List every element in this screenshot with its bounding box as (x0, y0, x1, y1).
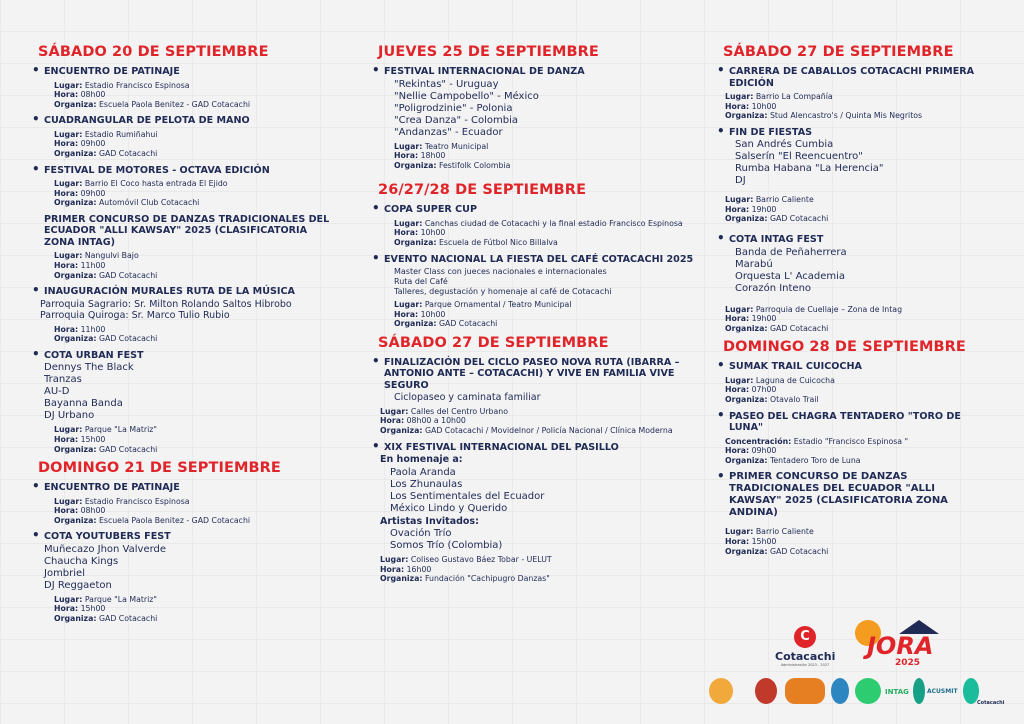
event-details: Lugar: Estadio Francisco Espinosa Hora: 08h00 Organiza: Escuela Paola Benitez - GAD Cotacachi (54, 496, 251, 525)
event-details: Lugar: Coliseo Gustavo Báez Tobar - UELUT Hora: 16h00 Organiza: Fundación "Cachipugro Danzas" (380, 555, 552, 584)
event (30, 531, 330, 623)
event-details: Lugar: Barrio La Compañía Hora: 10h00 Organiza: Stud Alencastro's / Quinta Mis Negritos (725, 92, 923, 121)
cotacachi-c-icon: C (794, 626, 816, 648)
event (715, 361, 995, 404)
event (370, 442, 700, 584)
column-2 (370, 40, 700, 590)
sponsor-logo-icon (831, 678, 849, 704)
event-lines: Parroquia Sagrario: Sr. Milton Rolando Saltos Hibrobo Parroquia Quiroga: Sr. Marco Tulio Rubio (40, 298, 292, 322)
event (715, 234, 995, 333)
event-title: • FESTIVAL DE MOTORES - OCTAVA EDICIÓN (30, 165, 330, 177)
event-title: • SUMAK TRAIL CUICOCHA (715, 361, 995, 373)
day-heading: 26/27/28 DE SEPTIEMBRE (378, 182, 587, 199)
event-title: • COTA YOUTUBERS FEST (30, 531, 330, 543)
event-title: • EVENTO NACIONAL LA FIESTA DEL CAFÉ COTACACHI 2025 (370, 254, 700, 266)
event-acts: Dennys The Black Tranzas AU-D Bayanna Banda DJ Urbano (44, 362, 134, 422)
event-acts: Muñecazo Jhon Valverde Chaucha Kings Jombriel DJ Reggaeton (44, 543, 167, 591)
event-details: Lugar: Barrio El Coco hasta entrada El Ejido Hora: 09h00 Organiza: Automóvil Club Cotacachi (54, 179, 228, 208)
event-title: • CARRERA DE CABALLOS COTACACHI PRIMERA EDICIÓN (715, 66, 995, 89)
event (30, 214, 330, 280)
event-description: Master Class con jueces nacionales e internacionales Ruta del Café Talleres, degustación y homenaje al café de Cotacachi (394, 267, 612, 297)
event-acts: Ovación Trío Somos Trío (Colombia) (390, 528, 503, 552)
event-details: Lugar: Laguna de Cuicocha Hora: 07h00 Organiza: Otavalo Trail (725, 375, 835, 405)
event-details: Hora: 11h00 Organiza: GAD Cotacachi (54, 324, 158, 344)
event-details: Lugar: Estadio Rumiñahui Hora: 09h00 Organiza: GAD Cotacachi (54, 129, 158, 158)
day-heading: DOMINGO 28 DE SEPTIEMBRE (723, 339, 966, 356)
event-homenaje: En homenaje a: (380, 454, 463, 466)
column-3 (715, 40, 995, 562)
event-acts: "Rekintas" - Uruguay "Nellie Campobello" - México "Poligrodzinie" - Polonia "Crea Danza" - Colombia "Andanzas" - Ecuador (394, 78, 539, 138)
event-details: Lugar: Parroquia de Cuellaje – Zona de Intag Hora: 19h00 Organiza: GAD Cotacachi (725, 304, 903, 333)
event-details: Lugar: Teatro Municipal Hora: 18h00 Organiza: Festifolk Colombia (394, 141, 511, 170)
sponsor-logo-icon (855, 678, 881, 704)
sponsor-logo-icon (755, 678, 777, 704)
event-title: • COTA INTAG FEST (715, 234, 995, 246)
day-heading: DOMINGO 21 DE SEPTIEMBRE (38, 460, 281, 477)
event-title: • FESTIVAL INTERNACIONAL DE DANZA (370, 66, 700, 78)
event-acts: Paola Aranda Los Zhunaulas Los Sentimentales del Ecuador México Lindo y Querido (390, 466, 545, 514)
column-1 (30, 40, 330, 630)
event-details: Lugar: Canchas ciudad de Cotacachi y la final estadio Francisco Espinosa Hora: 10h00 Organiza: Escuela de Fútbol Nico Billalva (394, 218, 683, 247)
event-title: • FINALIZACIÓN DEL CICLO PASEO NOVA RUTA (IBARRA – ANTONIO ANTE – COTACACHI) Y VIVE EN FAMILIA VIVE SEGURO (370, 357, 700, 392)
day-heading: SÁBADO 20 DE SEPTIEMBRE (38, 44, 269, 60)
event (370, 254, 700, 329)
event-details: Lugar: Parque "La Matriz" Hora: 15h00 Organiza: GAD Cotacachi (54, 594, 158, 624)
sponsor-logos: INTAG ACUSMIT Cotacachi (705, 678, 1015, 708)
event (30, 286, 330, 344)
event-title: • COPA SUPER CUP (370, 204, 700, 216)
sponsor-logo-icon (913, 678, 925, 704)
event-title: • FIN DE FIESTAS (715, 127, 995, 139)
event-title: • XIX FESTIVAL INTERNACIONAL DEL PASILLO (370, 442, 700, 454)
logos-area (705, 620, 1015, 720)
cotacachi-logo: C Cotacachi Administración 2023 - 2027 (775, 626, 835, 667)
event-title: • INAUGURACIÓN MURALES RUTA DE LA MÚSICA (30, 286, 330, 298)
event-subtitle: Ciclopaseo y caminata familiar (394, 392, 541, 404)
event (30, 66, 330, 109)
event (715, 66, 995, 121)
event-details: Concentración: Estadio "Francisco Espinosa " Hora: 09h00 Organiza: Tentadero Toro de Luna (725, 436, 909, 465)
event (715, 471, 995, 556)
event-details: Lugar: Nangulvi Bajo Hora: 11h00 Organiza: GAD Cotacachi (54, 251, 158, 280)
event-details: Lugar: Estadio Francisco Espinosa Hora: 08h00 Organiza: Escuela Paola Benitez - GAD Cotacachi (54, 80, 251, 109)
event-acts: San Andrés Cumbia Salserín "El Reencuentro" Rumba Habana "La Herencia" DJ (735, 139, 884, 187)
event (30, 350, 330, 454)
event-details: Lugar: Barrio Caliente Hora: 19h00 Organiza: GAD Cotacachi (725, 195, 829, 224)
event (30, 115, 330, 158)
sponsor-logo-icon (785, 678, 825, 704)
event-details: Lugar: Calles del Centro Urbano Hora: 08h00 a 10h00 Organiza: GAD Cotacachi / Movidelnor / Policía Nacional / Clínica Moderna (380, 406, 673, 436)
event-title: • PASEO DEL CHAGRA TENTADERO "TORO DE LUNA" (715, 411, 995, 434)
event (370, 204, 700, 247)
day-heading: SÁBADO 27 DE SEPTIEMBRE (378, 334, 609, 351)
event-details: Lugar: Parque Ornamental / Teatro Municipal Hora: 10h00 Organiza: GAD Cotacachi (394, 300, 572, 329)
day-heading: JUEVES 25 DE SEPTIEMBRE (378, 44, 599, 60)
event (715, 411, 995, 466)
event (370, 357, 700, 436)
event-title: • ENCUENTRO DE PATINAJE (30, 66, 330, 78)
event-title: PRIMER CONCURSO DE DANZAS TRADICIONALES DEL ECUADOR "ALLI KAWSAY" 2025 (CLASIFICATORIA ZONA INTAG) (44, 213, 330, 248)
event-details: Lugar: Barrio Caliente Hora: 15h00 Organiza: GAD Cotacachi (725, 527, 829, 556)
event-invitados: Artistas Invitados: (380, 515, 479, 527)
event-details: Lugar: Parque "La Matriz" Hora: 15h00 Organiza: GAD Cotacachi (54, 425, 158, 454)
event (30, 482, 330, 525)
event (30, 165, 330, 208)
day-heading: SÁBADO 27 DE SEPTIEMBRE (723, 44, 954, 60)
event (715, 127, 995, 224)
event (370, 66, 700, 170)
event-title: • ENCUENTRO DE PATINAJE (30, 482, 330, 494)
jora-logo: JORA 2025 (855, 620, 935, 670)
event-title: • CUADRANGULAR DE PELOTA DE MANO (30, 115, 330, 127)
event-title: • PRIMER CONCURSO DE DANZAS TRADICIONALES DEL ECUADOR "ALLI KAWSAY" 2025 (CLASIFICATORIA ZONA ANDINA) (715, 471, 995, 519)
event-title: • COTA URBAN FEST (30, 350, 330, 362)
event-acts: Banda de Peñaherrera Marabú Orquesta L' Academia Corazón Inteno (735, 246, 847, 294)
sponsor-logo-icon (709, 678, 733, 704)
